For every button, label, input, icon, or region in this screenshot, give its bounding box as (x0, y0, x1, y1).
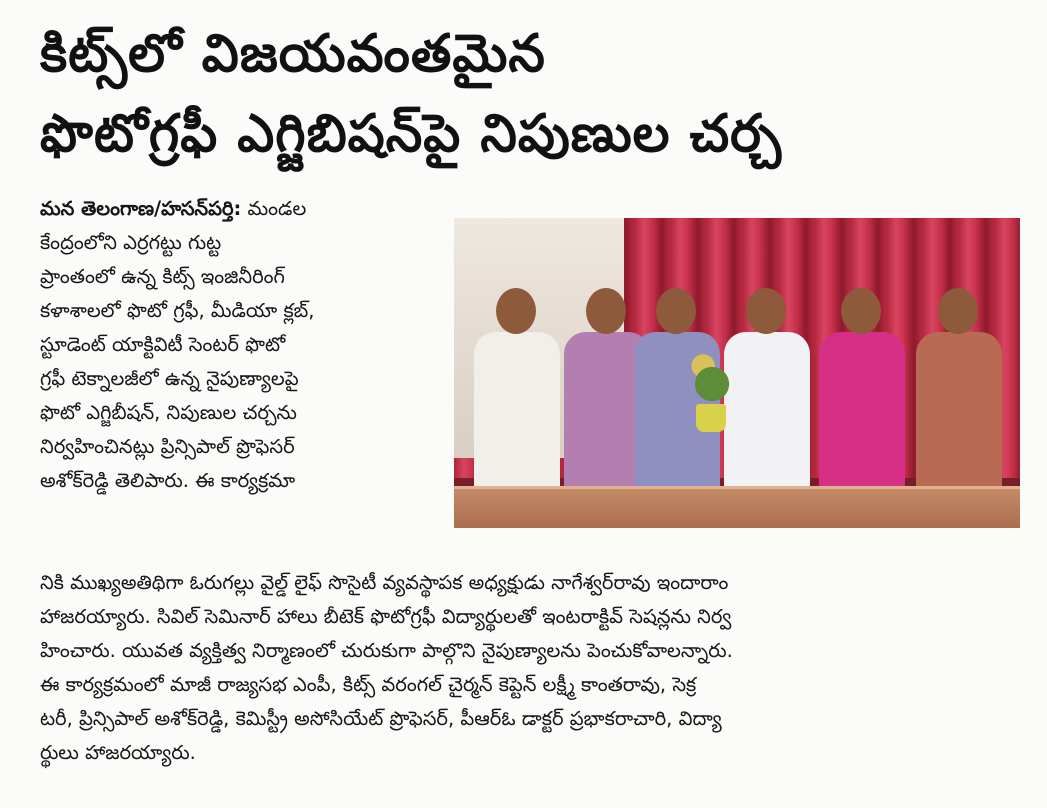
article-line: గ్రఫీ టెక్నాలజీలో ఉన్న నైపుణ్యాలపై (40, 367, 299, 390)
plant (690, 348, 734, 408)
person-body (819, 332, 905, 492)
article-line: టరీ, ప్రిన్సిపాల్ అశోక్‌రెడ్డి, కెమిస్ట్రీ అసోసియేట్ ప్రొఫెసర్, పీఆర్‌ఓ డాక్టర్ ప్రభాకరాచారి, విద్యా (40, 707, 722, 730)
person-body (474, 332, 560, 492)
person-head (586, 288, 626, 334)
article-line: అశోక్‌రెడ్డి తెలిపారు. ఈ కార్యక్రమా (40, 469, 296, 492)
article-line-text: మండల (247, 197, 307, 220)
person-head (496, 288, 536, 334)
article-column (40, 192, 435, 498)
article-line: నికి ముఖ్యఅతిథిగా ఓరుగల్లు వైల్డ్ లైఫ్ సొసైటీ వ్యవస్థాపక అధ్యక్షుడు నాగేశ్వర్‌రావు ఇందారాం (40, 571, 729, 594)
dateline: మన తెలంగాణ/హసన్‌పర్తి: (40, 197, 242, 220)
article-line: హాజరయ్యారు. సివిల్ సెమినార్ హాలు బీటెక్ ఫొటోగ్రఫీ విద్యార్థులతో ఇంటరాక్టివ్ సెషన్లను నిర్వ (40, 605, 732, 628)
person-body (724, 332, 810, 492)
article-line: ప్రాంతంలో ఉన్న కిట్స్ ఇంజినీరింగ్ (40, 265, 285, 288)
person-head (746, 288, 786, 334)
article-line: ఫొటో ఎగ్జిబీషన్, నిపుణుల చర్చను (40, 401, 297, 424)
article-line: ఈ కార్యక్రమంలో మాజీ రాజ్యసభ ఎంపీ, కిట్స్ వరంగల్ చైర్మన్ కెప్టెన్ లక్ష్మీ కాంతరావు, సెక్ర (40, 673, 697, 696)
article-line: హించారు. యువత వ్యక్తిత్వ నిర్మాణంలో చురుకుగా పాల్గొని నైపుణ్యాలను పెంచుకోవాలన్నారు. (40, 639, 733, 662)
person-head (938, 288, 978, 334)
headline-line-1: కిట్స్‌లో విజయవంతమైన (40, 24, 546, 84)
article-line: స్టూడెంట్ యాక్టివిటీ సెంటర్ ఫొటో (40, 333, 286, 356)
person-head (656, 288, 696, 334)
headline (40, 14, 1020, 174)
person-head (841, 288, 881, 334)
article-full-width (40, 566, 1020, 770)
article-line: ర్థులు హాజరయ్యారు. (40, 741, 196, 764)
article-line: కేంద్రంలోని ఎర్రగట్టు గుట్ట (40, 231, 222, 254)
article-line: నిర్వహించినట్లు ప్రిన్సిపాల్ ప్రొఫెసర్ (40, 435, 295, 458)
headline-line-2: ఫొటోగ్రఫీ ఎగ్జిబిషన్‌పై నిపుణుల చర్చ (40, 104, 783, 164)
news-photo (454, 218, 1020, 528)
article-line (40, 192, 435, 226)
article-line: కళాశాలలో ఫొటో గ్రఫీ, మీడియా క్లబ్, (40, 299, 315, 322)
plant-pot (696, 404, 726, 432)
person-body (916, 332, 1002, 492)
table (454, 486, 1020, 528)
